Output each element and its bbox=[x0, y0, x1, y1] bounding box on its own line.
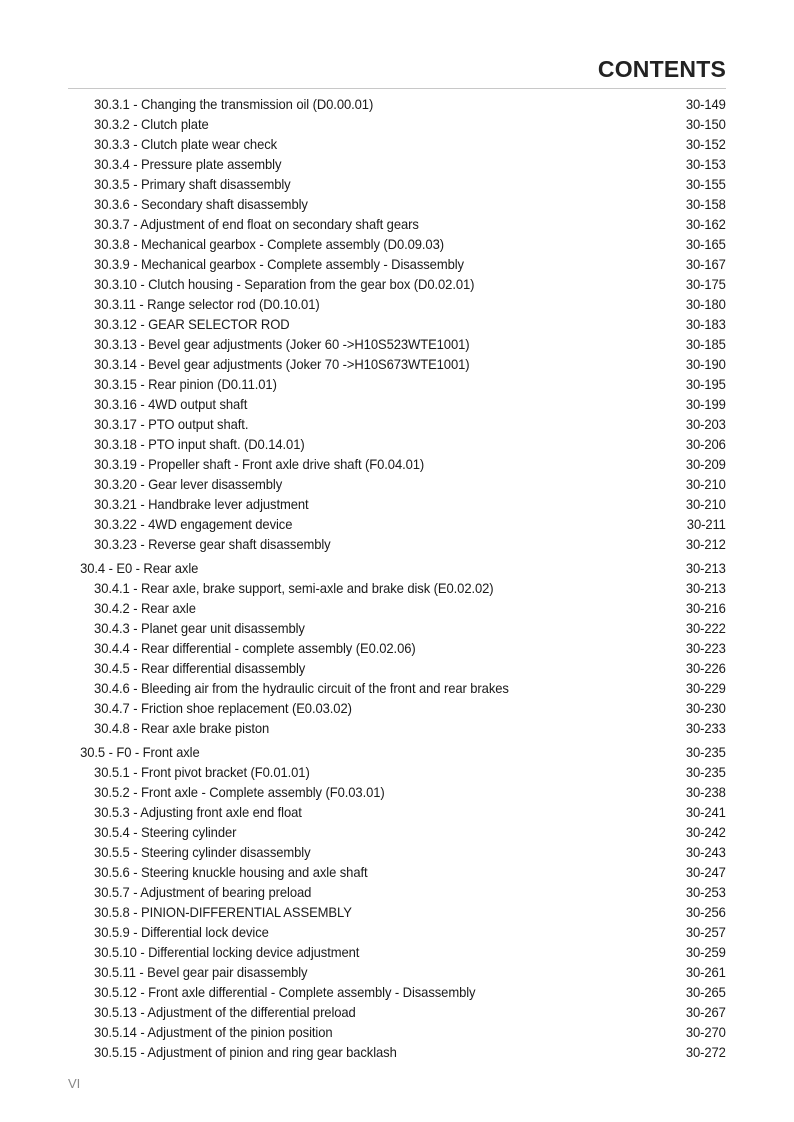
toc-entry-label: 30.5.1 - Front pivot bracket (F0.01.01) bbox=[94, 764, 310, 780]
toc-entry[interactable] bbox=[68, 414, 726, 434]
page-number: VI bbox=[68, 1076, 81, 1091]
toc-entry[interactable] bbox=[68, 494, 726, 514]
toc-entry-label: 30.3.5 - Primary shaft disassembly bbox=[94, 176, 291, 192]
toc-entry-page: 30-167 bbox=[685, 256, 726, 272]
toc-entry[interactable] bbox=[68, 578, 726, 598]
toc-entry[interactable] bbox=[68, 678, 726, 698]
table-of-contents bbox=[68, 94, 726, 1062]
toc-entry[interactable] bbox=[68, 334, 726, 354]
toc-entry-page: 30-272 bbox=[685, 1044, 726, 1060]
toc-entry-label: 30.3.11 - Range selector rod (D0.10.01) bbox=[94, 296, 320, 312]
toc-entry-label: 30.4 - E0 - Rear axle bbox=[80, 560, 199, 576]
toc-entry-label: 30.4.5 - Rear differential disassembly bbox=[94, 660, 306, 676]
toc-entry-page: 30-233 bbox=[685, 720, 726, 736]
toc-entry-page: 30-235 bbox=[685, 744, 726, 760]
toc-entry-page: 30-199 bbox=[685, 396, 726, 412]
toc-entry[interactable] bbox=[68, 274, 726, 294]
toc-entry-page: 30-175 bbox=[685, 276, 726, 292]
toc-section-entry[interactable] bbox=[68, 558, 726, 578]
toc-entry-label: 30.4.8 - Rear axle brake piston bbox=[94, 720, 270, 736]
toc-entry[interactable] bbox=[68, 982, 726, 1002]
toc-entry-page: 30-212 bbox=[685, 536, 726, 552]
toc-entry[interactable] bbox=[68, 214, 726, 234]
toc-entry[interactable] bbox=[68, 434, 726, 454]
toc-entry[interactable] bbox=[68, 354, 726, 374]
toc-entry-page: 30-243 bbox=[685, 844, 726, 860]
toc-entry-page: 30-247 bbox=[685, 864, 726, 880]
toc-entry-page: 30-223 bbox=[685, 640, 726, 656]
toc-entry[interactable] bbox=[68, 514, 726, 534]
toc-entry-page: 30-259 bbox=[685, 944, 726, 960]
toc-entry[interactable] bbox=[68, 922, 726, 942]
toc-entry-label: 30.3.6 - Secondary shaft disassembly bbox=[94, 196, 308, 212]
toc-entry-label: 30.5.9 - Differential lock device bbox=[94, 924, 269, 940]
toc-entry-page: 30-210 bbox=[685, 476, 726, 492]
toc-entry[interactable] bbox=[68, 598, 726, 618]
toc-entry-label: 30.5.15 - Adjustment of pinion and ring gear backlash bbox=[94, 1044, 397, 1060]
toc-entry-label: 30.4.6 - Bleeding air from the hydraulic circuit of the front and rear brakes bbox=[94, 680, 509, 696]
toc-entry-page: 30-149 bbox=[685, 96, 726, 112]
toc-entry-label: 30.5.13 - Adjustment of the differential preload bbox=[94, 1004, 356, 1020]
toc-entry-label: 30.5.2 - Front axle - Complete assembly (F0.03.01) bbox=[94, 784, 385, 800]
toc-entry-page: 30-229 bbox=[685, 680, 726, 696]
toc-entry-label: 30.5.4 - Steering cylinder bbox=[94, 824, 237, 840]
toc-entry-label: 30.5.14 - Adjustment of the pinion position bbox=[94, 1024, 333, 1040]
toc-entry-label: 30.3.9 - Mechanical gearbox - Complete assembly - Disassembly bbox=[94, 256, 464, 272]
toc-entry-label: 30.3.17 - PTO output shaft. bbox=[94, 416, 249, 432]
toc-entry[interactable] bbox=[68, 822, 726, 842]
toc-entry-page: 30-253 bbox=[685, 884, 726, 900]
toc-entry-label: 30.3.15 - Rear pinion (D0.11.01) bbox=[94, 376, 277, 392]
toc-entry-label: 30.4.3 - Planet gear unit disassembly bbox=[94, 620, 305, 636]
toc-entry-page: 30-150 bbox=[685, 116, 726, 132]
toc-entry-label: 30.5.10 - Differential locking device adjustment bbox=[94, 944, 360, 960]
toc-entry-label: 30.4.7 - Friction shoe replacement (E0.03.02) bbox=[94, 700, 352, 716]
toc-entry-label: 30.3.20 - Gear lever disassembly bbox=[94, 476, 283, 492]
toc-entry[interactable] bbox=[68, 1002, 726, 1022]
toc-entry-label: 30.5.3 - Adjusting front axle end float bbox=[94, 804, 302, 820]
toc-entry-page: 30-203 bbox=[685, 416, 726, 432]
toc-entry-label: 30.3.4 - Pressure plate assembly bbox=[94, 156, 282, 172]
toc-entry-page: 30-153 bbox=[685, 156, 726, 172]
toc-entry-label: 30.3.19 - Propeller shaft - Front axle drive shaft (F0.04.01) bbox=[94, 456, 425, 472]
toc-entry[interactable] bbox=[68, 314, 726, 334]
toc-entry-label: 30.3.2 - Clutch plate bbox=[94, 116, 209, 132]
toc-entry-page: 30-226 bbox=[685, 660, 726, 676]
toc-entry-label: 30.4.2 - Rear axle bbox=[94, 600, 196, 616]
toc-entry[interactable] bbox=[68, 474, 726, 494]
toc-entry-page: 30-270 bbox=[685, 1024, 726, 1040]
toc-entry[interactable] bbox=[68, 862, 726, 882]
header-divider bbox=[68, 88, 726, 89]
toc-entry-page: 30-257 bbox=[685, 924, 726, 940]
toc-entry[interactable] bbox=[68, 698, 726, 718]
toc-entry-label: 30.3.10 - Clutch housing - Separation from the gear box (D0.02.01) bbox=[94, 276, 475, 292]
toc-entry[interactable] bbox=[68, 762, 726, 782]
toc-entry[interactable] bbox=[68, 194, 726, 214]
toc-entry[interactable] bbox=[68, 782, 726, 802]
toc-entry[interactable] bbox=[68, 174, 726, 194]
toc-entry-label: 30.3.1 - Changing the transmission oil (D0.00.01) bbox=[94, 96, 374, 112]
toc-entry-label: 30.3.12 - GEAR SELECTOR ROD bbox=[94, 316, 290, 332]
toc-entry[interactable] bbox=[68, 718, 726, 738]
toc-entry-label: 30.4.1 - Rear axle, brake support, semi-axle and brake disk (E0.02.02) bbox=[94, 580, 494, 596]
toc-entry-label: 30.5.11 - Bevel gear pair disassembly bbox=[94, 964, 308, 980]
toc-entry[interactable] bbox=[68, 962, 726, 982]
toc-entry-label: 30.3.23 - Reverse gear shaft disassembly bbox=[94, 536, 331, 552]
toc-entry-page: 30-242 bbox=[685, 824, 726, 840]
toc-entry[interactable] bbox=[68, 942, 726, 962]
toc-entry-page: 30-180 bbox=[685, 296, 726, 312]
toc-entry[interactable] bbox=[68, 374, 726, 394]
toc-entry-page: 30-210 bbox=[685, 496, 726, 512]
toc-entry-page: 30-195 bbox=[685, 376, 726, 392]
toc-entry-label: 30.3.14 - Bevel gear adjustments (Joker 70 ->H10S673WTE1001) bbox=[94, 356, 470, 372]
toc-entry[interactable] bbox=[68, 882, 726, 902]
toc-entry-label: 30.5 - F0 - Front axle bbox=[80, 744, 200, 760]
toc-entry-page: 30-265 bbox=[685, 984, 726, 1000]
toc-entry-label: 30.3.18 - PTO input shaft. (D0.14.01) bbox=[94, 436, 305, 452]
toc-entry-page: 30-183 bbox=[685, 316, 726, 332]
toc-entry-page: 30-230 bbox=[685, 700, 726, 716]
toc-entry[interactable] bbox=[68, 114, 726, 134]
toc-entry-label: 30.3.7 - Adjustment of end float on secondary shaft gears bbox=[94, 216, 419, 232]
toc-entry[interactable] bbox=[68, 254, 726, 274]
toc-entry-page: 30-235 bbox=[685, 764, 726, 780]
toc-entry-page: 30-213 bbox=[685, 560, 726, 576]
toc-entry-page: 30-238 bbox=[685, 784, 726, 800]
toc-entry[interactable] bbox=[68, 658, 726, 678]
toc-entry-page: 30-158 bbox=[685, 196, 726, 212]
toc-entry-label: 30.3.13 - Bevel gear adjustments (Joker 60 ->H10S523WTE1001) bbox=[94, 336, 470, 352]
toc-entry-label: 30.3.8 - Mechanical gearbox - Complete assembly (D0.09.03) bbox=[94, 236, 444, 252]
toc-entry[interactable] bbox=[68, 154, 726, 174]
toc-entry-label: 30.3.16 - 4WD output shaft bbox=[94, 396, 248, 412]
toc-entry-page: 30-155 bbox=[685, 176, 726, 192]
toc-entry-page: 30-267 bbox=[685, 1004, 726, 1020]
toc-entry[interactable] bbox=[68, 94, 726, 114]
toc-entry-label: 30.5.5 - Steering cylinder disassembly bbox=[94, 844, 311, 860]
toc-entry-page: 30-241 bbox=[685, 804, 726, 820]
toc-entry-page: 30-211 bbox=[686, 516, 726, 532]
toc-entry-page: 30-206 bbox=[685, 436, 726, 452]
toc-entry-label: 30.5.6 - Steering knuckle housing and axle shaft bbox=[94, 864, 368, 880]
toc-entry[interactable] bbox=[68, 1022, 726, 1042]
toc-entry-label: 30.4.4 - Rear differential - complete assembly (E0.02.06) bbox=[94, 640, 416, 656]
toc-entry-page: 30-152 bbox=[685, 136, 726, 152]
toc-entry[interactable] bbox=[68, 134, 726, 154]
toc-entry[interactable] bbox=[68, 1042, 726, 1062]
toc-entry-label: 30.3.22 - 4WD engagement device bbox=[94, 516, 293, 532]
toc-entry-label: 30.5.7 - Adjustment of bearing preload bbox=[94, 884, 312, 900]
page-title: CONTENTS bbox=[597, 56, 726, 82]
toc-entry-page: 30-190 bbox=[685, 356, 726, 372]
toc-entry[interactable] bbox=[68, 534, 726, 554]
toc-entry[interactable] bbox=[68, 902, 726, 922]
toc-section-entry[interactable] bbox=[68, 742, 726, 762]
toc-entry-page: 30-185 bbox=[685, 336, 726, 352]
toc-entry-label: 30.3.21 - Handbrake lever adjustment bbox=[94, 496, 309, 512]
toc-entry[interactable] bbox=[68, 234, 726, 254]
toc-entry-page: 30-256 bbox=[685, 904, 726, 920]
toc-entry[interactable] bbox=[68, 454, 726, 474]
toc-entry-label: 30.5.8 - PINION-DIFFERENTIAL ASSEMBLY bbox=[94, 904, 352, 920]
toc-entry[interactable] bbox=[68, 394, 726, 414]
toc-entry-label: 30.3.3 - Clutch plate wear check bbox=[94, 136, 278, 152]
toc-entry-page: 30-222 bbox=[685, 620, 726, 636]
toc-entry[interactable] bbox=[68, 802, 726, 822]
toc-entry-page: 30-162 bbox=[685, 216, 726, 232]
toc-entry[interactable] bbox=[68, 294, 726, 314]
toc-entry-page: 30-261 bbox=[685, 964, 726, 980]
toc-entry-page: 30-216 bbox=[685, 600, 726, 616]
toc-entry-page: 30-213 bbox=[685, 580, 726, 596]
toc-entry[interactable] bbox=[68, 618, 726, 638]
toc-entry-page: 30-209 bbox=[685, 456, 726, 472]
toc-entry[interactable] bbox=[68, 842, 726, 862]
toc-entry-label: 30.5.12 - Front axle differential - Complete assembly - Disassembly bbox=[94, 984, 476, 1000]
toc-entry-page: 30-165 bbox=[685, 236, 726, 252]
toc-entry[interactable] bbox=[68, 638, 726, 658]
